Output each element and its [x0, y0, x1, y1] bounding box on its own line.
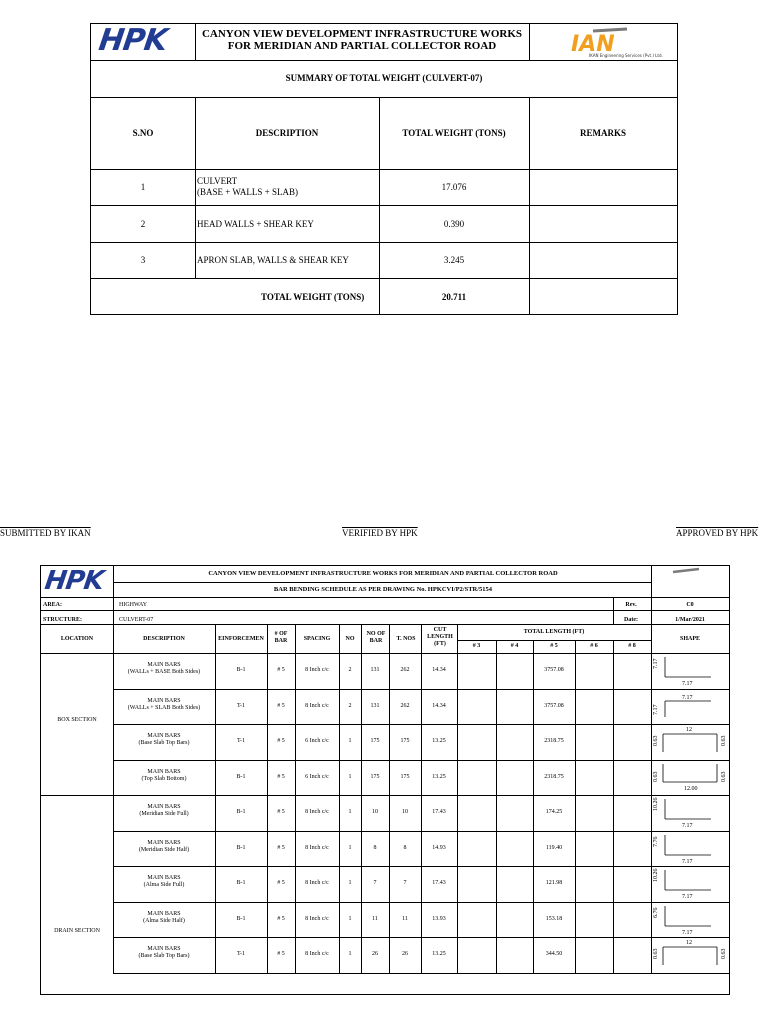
t-nos: 11	[402, 915, 408, 922]
bar-description	[113, 875, 215, 889]
bar-description-detail: (Alma Side Full)	[143, 882, 185, 889]
submitted-by: SUBMITTED BY IKAN	[0, 528, 91, 538]
reinforcement-mark: B-1	[236, 773, 246, 780]
shape-dimension: 7.17	[653, 658, 659, 669]
grid-hline	[113, 760, 729, 761]
no-of-bar: 175	[370, 773, 380, 780]
bar-shape	[651, 689, 729, 724]
reinforcement-mark: T-1	[236, 738, 246, 744]
cut-length: 14.93	[432, 844, 446, 851]
total-value: 20.711	[441, 292, 467, 302]
row3-weight: 3.245	[443, 255, 465, 265]
grid-hline	[113, 902, 729, 903]
hpk-logo: HPK	[96, 23, 169, 58]
col-no: NO	[345, 636, 355, 642]
col-reinforcement: EINFORCEMEN	[218, 636, 264, 642]
no-of-bar: 175	[370, 738, 380, 744]
spacing: 8 Inch c/c	[305, 809, 329, 815]
no: 1	[348, 738, 352, 744]
no-of-bar: 131	[370, 702, 380, 709]
bar-shape	[651, 760, 729, 795]
bar-description-detail: (Base Slab Top Bars)	[138, 953, 190, 960]
no-of-bar: 7	[373, 880, 377, 886]
reinforcement-mark: T-1	[236, 702, 246, 709]
total-length-5: 344.50	[545, 951, 563, 957]
t-nos: 175	[400, 738, 410, 744]
no-of-bar: 131	[370, 667, 380, 673]
spacing: 6 Inch c/c	[305, 738, 329, 744]
spacing: 8 Inch c/c	[305, 702, 329, 709]
bar-description	[113, 840, 215, 854]
bar-size: # 5	[277, 738, 285, 744]
grid-hline	[41, 610, 729, 611]
bbs-header-line2: BAR BENDING SCHEDULE AS PER DRAWING No. HPKCVI/P2/STR/5154	[273, 586, 493, 593]
col-total-length: TOTAL LENGTH (FT)	[523, 629, 585, 635]
bar-description-detail: (WALLs + SLAB Both Sides)	[127, 704, 201, 711]
bar-description-detail: (WALLs + BASE Both Sides)	[127, 669, 201, 676]
grid-vline	[575, 640, 576, 973]
bar-size: # 5	[277, 880, 285, 886]
col-shape: SHAPE	[679, 636, 700, 642]
row2-sno: 2	[140, 219, 146, 229]
sub-col-6: # 6	[590, 643, 598, 649]
shape-dimension: 12.00	[684, 785, 698, 792]
rev-value: C0	[686, 602, 694, 608]
grid-hline	[113, 937, 729, 938]
summary-title: SUMMARY OF TOTAL WEIGHT (CULVERT-07)	[285, 73, 483, 83]
shape-dimension: 0.63	[721, 771, 727, 782]
ikan-logo-subtext: IKAN Engineering Services (Pvt.) Ltd.	[589, 53, 663, 58]
reinforcement-mark: B-1	[236, 809, 246, 815]
shape-dimension: 7.17	[682, 694, 693, 701]
spacing: 8 Inch c/c	[305, 951, 329, 957]
bar-description-title: MAIN BARS	[147, 839, 181, 846]
cut-length: 17.43	[432, 880, 446, 886]
row3-description: APRON SLAB, WALLS & SHEAR KEY	[197, 255, 349, 265]
bar-description	[113, 946, 215, 960]
spacing: 8 Inch c/c	[305, 667, 329, 673]
bar-description	[113, 662, 215, 676]
col-spacing: SPACING	[303, 636, 331, 642]
no-of-bar: 26	[372, 951, 378, 957]
bar-size: # 5	[277, 773, 285, 780]
bar-description-title: MAIN BARS	[147, 768, 181, 775]
grid-hline	[113, 831, 729, 832]
bar-shape	[651, 866, 729, 901]
structure-label: STRUCTURE:	[43, 617, 83, 623]
total-length-5: 2318.75	[544, 738, 564, 744]
ikan-logo	[563, 27, 673, 59]
bar-description-title: MAIN BARS	[147, 910, 181, 917]
spacing: 8 Inch c/c	[305, 844, 329, 851]
bar-description-title: MAIN BARS	[147, 804, 181, 810]
shape-dimension: 7.17	[682, 894, 693, 900]
row2-description: HEAD WALLS + SHEAR KEY	[197, 219, 314, 229]
row1-weight: 17.076	[441, 182, 467, 192]
grid-hline	[41, 597, 729, 598]
cut-length: 14.34	[432, 702, 446, 709]
structure-value: CULVERT-07	[119, 617, 154, 623]
shape-dimension: 10.26	[653, 797, 659, 811]
row1-description: CULVERT	[197, 176, 238, 186]
t-nos: 175	[400, 773, 410, 780]
sub-col-5: # 5	[550, 643, 558, 649]
date-label: Date:	[624, 617, 638, 623]
t-nos: 26	[402, 951, 408, 957]
total-label: TOTAL WEIGHT (TONS)	[261, 292, 365, 302]
spacing: 8 Inch c/c	[305, 880, 329, 886]
reinforcement-mark: B-1	[236, 667, 246, 673]
spacing: 6 Inch c/c	[305, 773, 329, 780]
summary-header-line1: CANYON VIEW DEVELOPMENT INFRASTRUCTURE WORKS	[201, 28, 523, 40]
shape-dimension: 0.63	[653, 735, 659, 746]
rev-label: Rev.	[625, 602, 637, 608]
grid-hline	[41, 653, 113, 654]
grid-vline	[613, 640, 614, 973]
summary-header-line2: FOR MERIDIAN AND PARTIAL COLLECTOR ROAD	[227, 40, 497, 52]
bar-size: # 5	[277, 844, 285, 851]
no: 1	[348, 951, 352, 957]
no: 1	[348, 773, 352, 780]
bar-description-detail: (Alma Side Half)	[143, 917, 185, 924]
total-length-5: 119.40	[545, 844, 563, 851]
bar-description	[113, 911, 215, 925]
no: 1	[348, 915, 352, 922]
bar-description	[113, 769, 215, 783]
shape-dimension: 0.63	[653, 771, 659, 782]
col-cut-length: CUT LENGTH (FT)	[427, 627, 453, 648]
grid-vline	[457, 624, 458, 973]
col-description: DESCRIPTION	[143, 636, 185, 642]
shape-dimension: 7.76	[653, 836, 659, 847]
bar-description-detail: (Meridian Side Half)	[138, 846, 190, 853]
col-bar-size: # OF BAR	[274, 631, 288, 645]
reinforcement-mark: B-1	[236, 880, 246, 886]
t-nos: 10	[402, 809, 408, 815]
grid-hline	[41, 795, 729, 796]
total-length-5: 153.18	[545, 915, 563, 922]
reinforcement-mark: B-1	[236, 915, 246, 922]
bar-size: # 5	[277, 809, 285, 815]
grid-vline	[496, 640, 497, 973]
total-length-5: 2318.75	[544, 773, 564, 780]
t-nos: 7	[403, 880, 407, 886]
bar-shape	[651, 795, 729, 830]
date-value: 1/Mar/2021	[675, 617, 705, 623]
cut-length: 13.25	[432, 951, 446, 957]
shape-dimension: 10.26	[653, 868, 659, 882]
sub-col-8: # 8	[628, 643, 636, 649]
group-drain-section: DRAIN SECTION	[54, 928, 100, 934]
shape-dimension: 7.17	[682, 823, 693, 829]
bar-shape	[651, 653, 729, 688]
no-of-bar: 8	[373, 844, 377, 851]
col-location: LOCATION	[60, 636, 94, 642]
no: 2	[348, 702, 352, 709]
bar-description-title: MAIN BARS	[147, 697, 181, 704]
sub-col-3: # 3	[472, 643, 481, 649]
bar-description-title: MAIN BARS	[147, 662, 181, 668]
bar-size: # 5	[277, 667, 285, 673]
row1-sno: 1	[140, 182, 146, 192]
row3-sno: 3	[140, 255, 146, 265]
bar-size: # 5	[277, 702, 285, 709]
verified-by: VERIFIED BY HPK	[342, 528, 418, 538]
total-length-5: 121.98	[545, 880, 563, 886]
bar-description-title: MAIN BARS	[147, 733, 181, 739]
t-nos: 262	[400, 702, 410, 709]
bar-bending-schedule	[40, 565, 730, 995]
shape-dimension: 0.63	[721, 735, 727, 746]
shape-dimension: 7.17	[682, 858, 693, 865]
bar-description-title: MAIN BARS	[147, 946, 181, 952]
col-remarks: REMARKS	[579, 128, 626, 138]
ikan-logo-text: IAN	[571, 32, 615, 57]
total-length-5: 3757.08	[544, 702, 564, 709]
bar-description-detail: (Base Slab Top Bars)	[138, 740, 190, 747]
area-label: AREA:	[43, 602, 62, 608]
shape-dimension: 12	[686, 940, 692, 946]
bar-description	[113, 804, 215, 818]
bar-description-detail: (Meridian Side Full)	[139, 811, 189, 818]
bar-description	[113, 698, 215, 712]
grid-hline	[113, 866, 729, 867]
col-sno: S.NO	[132, 128, 154, 138]
bar-size: # 5	[277, 951, 285, 957]
no-of-bar: 11	[372, 915, 378, 922]
spacing: 8 Inch c/c	[305, 915, 329, 922]
shape-dimension: 12	[686, 727, 692, 733]
cut-length: 13.25	[432, 773, 446, 780]
bar-description	[113, 733, 215, 747]
cut-length: 14.34	[432, 667, 446, 673]
bar-size: # 5	[277, 915, 285, 922]
cut-length: 13.93	[432, 915, 446, 922]
bar-shape	[651, 724, 729, 759]
shape-dimension: 6.76	[653, 907, 659, 918]
shape-dimension: 7.17	[653, 704, 659, 715]
no: 2	[348, 667, 352, 673]
reinforcement-mark: B-1	[236, 844, 246, 851]
grid-hline	[113, 973, 729, 974]
no: 1	[348, 809, 352, 815]
shape-dimension: 0.63	[653, 948, 659, 959]
no: 1	[348, 880, 352, 886]
grid-hline	[457, 640, 651, 641]
grid-hline	[113, 689, 729, 690]
t-nos: 262	[400, 667, 410, 673]
reinforcement-mark: T-1	[236, 951, 246, 957]
grid-hline	[113, 724, 729, 725]
total-length-5: 3757.08	[544, 667, 564, 673]
shape-dimension: 7.17	[682, 929, 693, 936]
col-total-weight: TOTAL WEIGHT (TONS)	[402, 128, 506, 138]
col-description: DESCRIPTION	[255, 128, 319, 138]
bar-shape	[651, 902, 729, 937]
grid-hline	[113, 582, 651, 583]
col-t-nos: T. NOS	[396, 636, 416, 642]
no-of-bar: 10	[372, 809, 378, 815]
sub-col-4: # 4	[510, 643, 519, 649]
shape-dimension: 7.17	[682, 681, 693, 687]
t-nos: 8	[403, 844, 407, 851]
row2-weight: 0.390	[443, 219, 465, 229]
no: 1	[348, 844, 352, 851]
group-box-section: BOX SECTION	[57, 717, 97, 723]
bar-description-title: MAIN BARS	[147, 875, 181, 881]
approved-by: APPROVED BY HPK	[676, 528, 759, 538]
cut-length: 17.43	[432, 809, 446, 815]
bbs-ikan-logo	[651, 567, 729, 599]
bbs-header-line1: CANYON VIEW DEVELOPMENT INFRASTRUCTURE WORKS FOR MERIDIAN AND PARTIAL COLLECTOR ROAD	[208, 570, 558, 577]
bar-shape	[651, 831, 729, 866]
row1-description-detail: (BASE + WALLS + SLAB)	[197, 187, 298, 197]
bar-shape	[651, 937, 729, 972]
area-value: HIGHWAY	[119, 602, 148, 608]
shape-dimension: 0.63	[721, 948, 727, 959]
total-length-5: 174.25	[545, 809, 563, 815]
bbs-hpk-logo: HPK	[42, 566, 106, 596]
cut-length: 13.25	[432, 738, 446, 744]
col-no-of-bar: NO OF BAR	[366, 631, 386, 645]
summary-table	[90, 23, 678, 315]
bar-description-detail: (Top Slab Bottom)	[141, 775, 187, 782]
